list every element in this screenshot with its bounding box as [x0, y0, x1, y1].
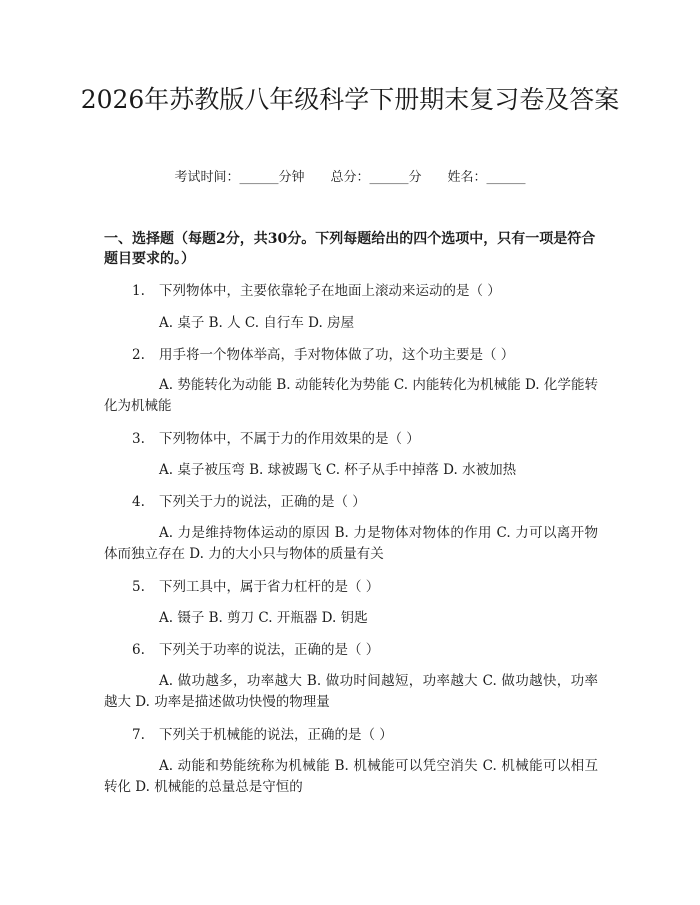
section-heading: 一、选择题（每题2分，共30分。下列每题给出的四个选项中，只有一项是符合题目要求的。） — [104, 231, 596, 267]
exam-time-field: 考试时间：______分钟 — [174, 170, 305, 185]
question-5-options: A. 镊子 B. 剪刀 C. 开瓶器 D. 钥匙 — [159, 610, 368, 626]
question-stem: 下列关于功率的说法，正确的是（ ） — [159, 642, 380, 658]
exam-meta — [0, 169, 700, 187]
page-title: 2026年苏教版八年级科学下册期末复习卷及答案 — [80, 85, 620, 114]
question-7 — [132, 725, 596, 745]
question-5 — [132, 577, 596, 597]
question-number: 1. — [132, 283, 145, 299]
question-7-options: A. 动能和势能统称为机械能 B. 机械能可以凭空消失 C. 机械能可以相互转化 D. 机械能的总量总是守恒的 — [104, 758, 598, 795]
question-6-options: A. 做功越多，功率越大 B. 做功时间越短，功率越大 C. 做功越快，功率越大 D. 功率是描述做功快慢的物理量 — [104, 673, 598, 710]
question-stem: 下列物体中，不属于力的作用效果的是（ ） — [159, 431, 420, 447]
question-stem: 下列关于力的说法，正确的是（ ） — [159, 494, 366, 510]
question-stem: 下列关于机械能的说法，正确的是（ ） — [159, 727, 393, 743]
question-3 — [132, 429, 596, 449]
question-6 — [132, 640, 596, 660]
total-score-field: 总分：______分 — [330, 170, 422, 185]
question-number: 3. — [132, 431, 145, 447]
question-2-options: A. 势能转化为动能 B. 动能转化为势能 C. 内能转化为机械能 D. 化学能转化为机械能 — [104, 377, 598, 414]
question-4-options: A. 力是维持物体运动的原因 B. 力是物体对物体的作用 C. 力可以离开物体而独立存在 D. 力的大小只与物体的质量有关 — [104, 525, 598, 562]
question-number: 2. — [132, 347, 145, 363]
question-number: 4. — [132, 494, 145, 510]
question-1-options: A. 桌子 B. 人 C. 自行车 D. 房屋 — [159, 315, 355, 331]
question-number: 6. — [132, 642, 145, 658]
question-2 — [132, 345, 596, 365]
question-stem: 下列工具中，属于省力杠杆的是（ ） — [159, 579, 380, 595]
question-stem: 用手将一个物体举高，手对物体做了功，这个功主要是（ ） — [159, 347, 515, 363]
student-name-field: 姓名：______ — [447, 170, 526, 185]
question-stem: 下列物体中，主要依靠轮子在地面上滚动来运动的是（ ） — [159, 283, 501, 299]
question-3-options: A. 桌子被压弯 B. 球被踢飞 C. 杯子从手中掉落 D. 水被加热 — [159, 462, 517, 478]
question-1 — [132, 281, 596, 301]
question-number: 7. — [132, 727, 145, 743]
question-number: 5. — [132, 579, 145, 595]
question-4 — [132, 492, 596, 512]
